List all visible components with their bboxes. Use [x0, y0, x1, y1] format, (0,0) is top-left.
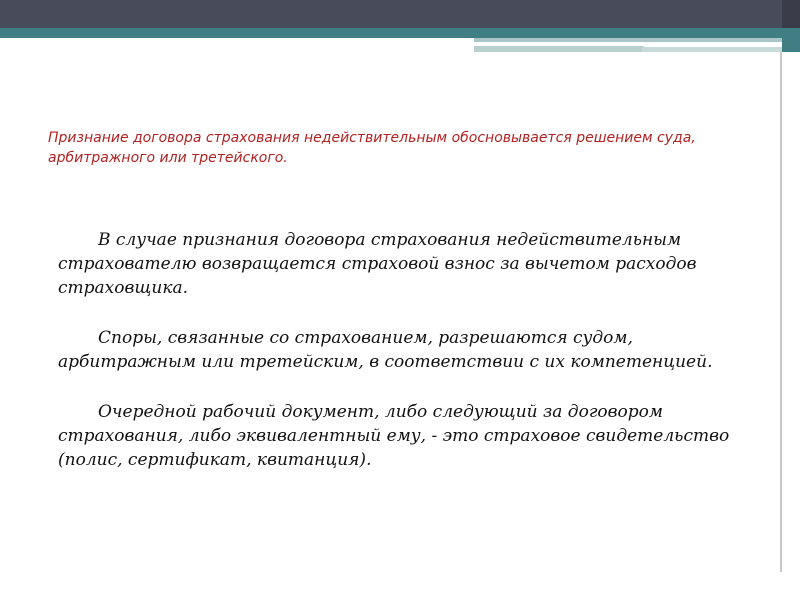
body-paragraph: В случае признания договора страхования недействительным страхователю возвращается страховой взнос за вычетом расходов страховщика.	[58, 230, 697, 298]
body-paragraph: Споры, связанные со страхованием, разрешаются судом, арбитражным или третейским, в соответствии с их компетенцией.	[58, 328, 713, 372]
decorative-stripe	[474, 46, 644, 52]
slide-heading: Признание договора страхования недействительным обосновывается решением суда, арбитражного или третейского.	[48, 130, 696, 166]
decorative-stripe	[642, 47, 782, 52]
decorative-stripe	[474, 38, 782, 42]
header-band	[0, 0, 800, 28]
decorative-line	[642, 44, 742, 46]
header-band-corner	[782, 0, 800, 28]
slide-body	[58, 228, 758, 498]
accent-band	[0, 28, 800, 38]
right-border-line	[780, 52, 782, 572]
accent-band-corner	[782, 28, 800, 52]
body-paragraph: Очередной рабочий документ, либо следующий за договором страхования, либо эквивалентный ему, - это страховое свидетельство (полис, сертификат, квитанция).	[58, 402, 730, 470]
